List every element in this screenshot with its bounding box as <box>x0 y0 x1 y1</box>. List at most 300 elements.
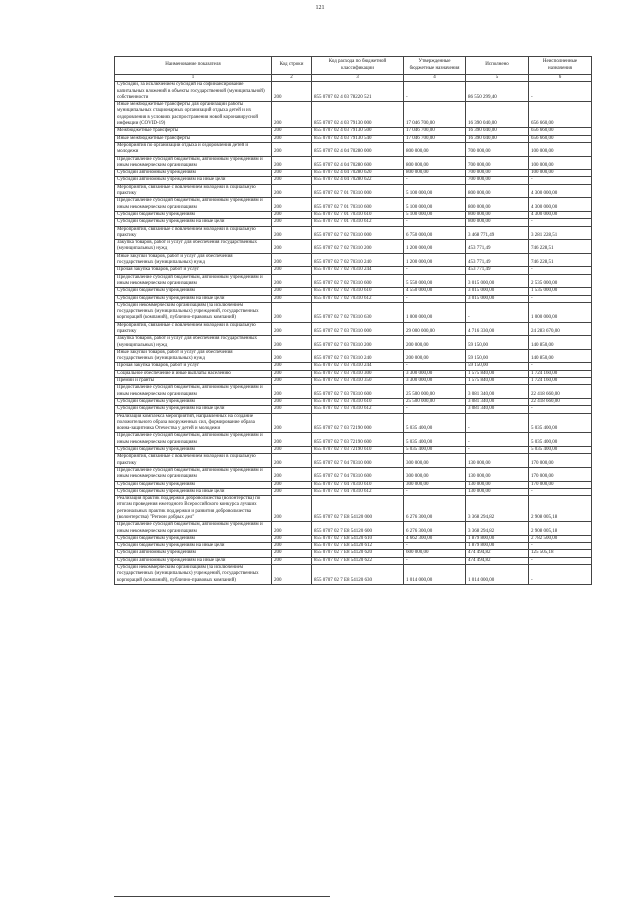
row-executed: 59 150,00 <box>466 349 529 363</box>
row-approved: 29 000 000,00 <box>404 322 466 336</box>
row-code: 855 0707 02 7 E8 54120 610 <box>312 535 404 542</box>
row-line: 200 <box>272 550 312 557</box>
row-code: 855 0707 02 7 04 70310 600 <box>312 467 404 481</box>
row-unexecuted: 656 660,00 <box>529 128 592 135</box>
row-executed: 3 081 340,00 <box>466 398 529 405</box>
row-line: 200 <box>272 102 312 128</box>
row-line: 200 <box>272 184 312 198</box>
row-unexecuted: 140 850,00 <box>529 336 592 350</box>
row-code: 855 0707 02 7 03 70310 300 <box>312 370 404 377</box>
row-approved: 5 035 400,00 <box>404 433 466 447</box>
row-approved: - <box>404 295 466 302</box>
row-executed: 16 390 040,00 <box>466 128 529 135</box>
row-code: 855 0707 02 4 04 70280 000 <box>312 142 404 156</box>
row-code: 855 0707 02 7 E8 54120 000 <box>312 496 404 522</box>
row-name: Субсидии бюджетным учреждениям <box>115 447 272 454</box>
row-unexecuted: 2 535 000,00 <box>529 274 592 288</box>
row-name: Мероприятия, связанные с вовлечением молодежи в социальную практику <box>115 454 272 468</box>
row-approved: - <box>404 267 466 274</box>
row-approved: 800 000,00 <box>404 142 466 156</box>
row-approved: 800 000,00 <box>404 156 466 170</box>
column-number-row <box>115 75 592 82</box>
table-row <box>115 135 592 142</box>
row-unexecuted: - <box>529 82 592 102</box>
row-executed: 16 390 040,00 <box>466 135 529 142</box>
row-executed: 3 015 000,00 <box>466 295 529 302</box>
row-code: 855 0707 02 7 03 70310 600 <box>312 385 404 399</box>
row-code: 855 0707 02 4 04 70280 622 <box>312 177 404 184</box>
table-row <box>115 156 592 170</box>
row-unexecuted: 4 300 000,00 <box>529 211 592 218</box>
row-code: 855 0707 02 4 04 70280 600 <box>312 156 404 170</box>
row-approved: 6 276 300,00 <box>404 496 466 522</box>
row-line: 200 <box>272 557 312 564</box>
row-executed: 130 000,00 <box>466 454 529 468</box>
table-row <box>115 295 592 302</box>
row-name: Субсидии бюджетным учреждениям <box>115 481 272 488</box>
table-row <box>115 398 592 405</box>
row-approved: 5 550 000,00 <box>404 274 466 288</box>
row-unexecuted: 125 505,18 <box>529 550 592 557</box>
row-approved: 25 500 000,00 <box>404 398 466 405</box>
row-executed: 1 575 840,00 <box>466 378 529 385</box>
row-code: 855 0707 02 7 02 70310 200 <box>312 240 404 254</box>
row-line: 200 <box>272 454 312 468</box>
row-approved: 200 000,00 <box>404 336 466 350</box>
row-approved: 1 200 000,00 <box>404 253 466 267</box>
row-executed: 700 000,00 <box>466 177 529 184</box>
row-line: 200 <box>272 240 312 254</box>
row-executed: 4 716 330,00 <box>466 322 529 336</box>
row-code: 855 0707 02 7 01 70310 600 <box>312 198 404 212</box>
table-row <box>115 253 592 267</box>
row-unexecuted: 4 300 000,00 <box>529 198 592 212</box>
row-approved: 1 014 000,00 <box>404 565 466 585</box>
table-row <box>115 336 592 350</box>
row-executed: 3 015 000,00 <box>466 288 529 295</box>
table-row <box>115 211 592 218</box>
row-name: Субсидии бюджетным учреждениям <box>115 211 272 218</box>
row-executed: 453 771,49 <box>466 253 529 267</box>
row-approved: - <box>404 177 466 184</box>
row-unexecuted: - <box>529 543 592 550</box>
table-row <box>115 184 592 198</box>
row-approved: - <box>404 557 466 564</box>
row-approved: 5 035 400,00 <box>404 413 466 433</box>
row-executed: 130 000,00 <box>466 481 529 488</box>
header-approved: Утвержденные бюджетные назначения <box>404 57 466 75</box>
row-unexecuted: 140 850,00 <box>529 349 592 363</box>
row-name: Субсидии бюджетным учреждениям на иные цели <box>115 219 272 226</box>
row-executed: 800 000,00 <box>466 219 529 226</box>
row-code: 855 0707 02 7 03 70310 244 <box>312 363 404 370</box>
row-line: 200 <box>272 226 312 240</box>
row-executed: 3 368 294,82 <box>466 522 529 536</box>
row-code: 855 0707 02 7 02 70310 630 <box>312 302 404 322</box>
row-line: 200 <box>272 481 312 488</box>
row-approved: 3 300 000,00 <box>404 370 466 377</box>
row-approved: 300 000,00 <box>404 467 466 481</box>
table-row <box>115 363 592 370</box>
row-code: 855 0707 02 7 01 70310 610 <box>312 211 404 218</box>
header-executed: Исполнено <box>466 57 529 75</box>
table-row <box>115 496 592 522</box>
row-unexecuted: 5 035 400,00 <box>529 433 592 447</box>
row-line: 200 <box>272 467 312 481</box>
row-approved: 200 000,00 <box>404 349 466 363</box>
row-unexecuted: 100 000,00 <box>529 156 592 170</box>
row-executed: 1 575 840,00 <box>466 370 529 377</box>
row-name: Субсидии бюджетным учреждениям на иные цели <box>115 543 272 550</box>
header-line-code: Код строки <box>272 57 312 75</box>
row-code: 855 0707 02 7 03 70310 610 <box>312 398 404 405</box>
col-num-6: 6 <box>529 75 592 82</box>
row-unexecuted: - <box>529 267 592 274</box>
row-unexecuted: - <box>529 406 592 413</box>
row-name: Иные межбюджетные трансферты <box>115 135 272 142</box>
row-line: 200 <box>272 363 312 370</box>
row-line: 200 <box>272 156 312 170</box>
row-code: 855 0707 02 7 E8 54120 612 <box>312 543 404 550</box>
row-line: 200 <box>272 370 312 377</box>
row-executed: 453 771,49 <box>466 267 529 274</box>
row-code: 855 0707 02 7 02 70310 240 <box>312 253 404 267</box>
row-name: Мероприятия по организации отдыха и оздоровления детей и молодежи <box>115 142 272 156</box>
table-row <box>115 177 592 184</box>
row-line: 200 <box>272 253 312 267</box>
row-executed: 800 000,00 <box>466 184 529 198</box>
row-executed: 3 081 340,00 <box>466 406 529 413</box>
row-name: Реализация практик поддержки добровольчества (волонтерства) по итогам проведения ежегодного Всероссийского конкурса лучших региональных практик поддержки и развития добровольчества (волонтерства) "Регион добрых дел" <box>115 496 272 522</box>
row-line: 200 <box>272 349 312 363</box>
row-unexecuted: 1 535 000,00 <box>529 288 592 295</box>
row-approved: - <box>404 406 466 413</box>
row-name: Предоставление субсидий бюджетным, автономным учреждениям и иным некоммерческим организациям <box>115 385 272 399</box>
row-approved: 600 000,00 <box>404 550 466 557</box>
header-unexecuted: Неисполненные назначения <box>529 57 592 75</box>
row-approved: - <box>404 543 466 550</box>
row-unexecuted: - <box>529 177 592 184</box>
row-unexecuted: - <box>529 488 592 495</box>
table-row <box>115 413 592 433</box>
row-unexecuted: 4 300 000,00 <box>529 184 592 198</box>
row-code: 855 0707 02 4 04 70280 620 <box>312 170 404 177</box>
row-line: 200 <box>272 385 312 399</box>
table-row <box>115 82 592 102</box>
row-executed: 3 015 000,00 <box>466 274 529 288</box>
table-row <box>115 522 592 536</box>
row-name: Иные межбюджетные трансферты для организации работы муниципальных стационарных организаций отдыха детей и их оздоровления в условиях распространения новой коронавирусной инфекции (COVID-19) <box>115 102 272 128</box>
table-row <box>115 128 592 135</box>
row-line: 200 <box>272 496 312 522</box>
row-executed: 86 550 299,40 <box>466 82 529 102</box>
table-row <box>115 535 592 542</box>
row-executed: 700 000,00 <box>466 170 529 177</box>
row-code: 855 0707 02 7 03 70310 350 <box>312 378 404 385</box>
row-line: 200 <box>272 177 312 184</box>
table-row <box>115 406 592 413</box>
row-executed: 130 000,00 <box>466 467 529 481</box>
table-row <box>115 170 592 177</box>
budget-execution-table <box>114 56 592 585</box>
row-unexecuted: 24 283 670,00 <box>529 322 592 336</box>
row-approved: 6 750 000,00 <box>404 226 466 240</box>
row-unexecuted: 656 660,00 <box>529 135 592 142</box>
row-approved: 5 100 000,00 <box>404 184 466 198</box>
footer-rule <box>114 896 330 897</box>
row-name: Предоставление субсидий бюджетным, автономным учреждениям и иным некоммерческим организациям <box>115 522 272 536</box>
row-approved: - <box>404 82 466 102</box>
row-name: Субсидии некоммерческим организациям (за исключением государственных (муниципальных) учреждений, государственных корпораций (компаний), публично-правовых компаний) <box>115 302 272 322</box>
row-name: Премии и гранты <box>115 378 272 385</box>
row-line: 200 <box>272 219 312 226</box>
table-row <box>115 349 592 363</box>
row-executed: 3 468 771,49 <box>466 226 529 240</box>
row-name: Субсидии автономным учреждениям <box>115 170 272 177</box>
row-unexecuted: 170 000,00 <box>529 467 592 481</box>
row-approved: 800 000,00 <box>404 170 466 177</box>
row-unexecuted: - <box>529 363 592 370</box>
row-line: 200 <box>272 378 312 385</box>
row-unexecuted: - <box>529 295 592 302</box>
row-unexecuted: 100 000,00 <box>529 142 592 156</box>
row-unexecuted: 5 035 400,00 <box>529 413 592 433</box>
row-executed: - <box>466 447 529 454</box>
row-name: Субсидии некоммерческим организациям (за исключением государственных (муниципальных) учреждений, государственных корпораций (компаний), публично-правовых компаний) <box>115 565 272 585</box>
table-row <box>115 454 592 468</box>
table-row <box>115 557 592 564</box>
row-executed: 3 081 340,00 <box>466 385 529 399</box>
row-code: 855 0707 02 7 02 70310 244 <box>312 267 404 274</box>
row-name: Предоставление субсидий бюджетным, автономным учреждениям и иным некоммерческим организациям <box>115 433 272 447</box>
row-approved: - <box>404 488 466 495</box>
row-name: Иные закупки товаров, работ и услуг для обеспечения государственных (муниципальных) нужд <box>115 253 272 267</box>
row-line: 200 <box>272 302 312 322</box>
row-name: Субсидии автономным учреждениям на иные цели <box>115 557 272 564</box>
row-unexecuted: 2 782 500,00 <box>529 535 592 542</box>
row-executed: 700 000,00 <box>466 156 529 170</box>
row-code: 855 0707 02 7 03 72190 000 <box>312 413 404 433</box>
row-executed: 1 879 800,00 <box>466 543 529 550</box>
row-code: 855 0707 02 7 02 70310 610 <box>312 288 404 295</box>
row-approved: 6 276 300,00 <box>404 522 466 536</box>
row-line: 200 <box>272 543 312 550</box>
row-code: 855 0707 02 4 03 79130 000 <box>312 102 404 128</box>
col-num-5: 5 <box>466 75 529 82</box>
table-row <box>115 288 592 295</box>
row-unexecuted: 1 724 160,00 <box>529 378 592 385</box>
row-name: Предоставление субсидий бюджетным, автономным учреждениям и иным некоммерческим организациям <box>115 274 272 288</box>
row-unexecuted: 746 228,51 <box>529 253 592 267</box>
row-executed: - <box>466 302 529 322</box>
col-num-4: 4 <box>404 75 466 82</box>
row-line: 200 <box>272 565 312 585</box>
row-line: 200 <box>272 398 312 405</box>
row-code: 855 0707 02 7 02 70310 600 <box>312 274 404 288</box>
row-approved: 1 200 000,00 <box>404 240 466 254</box>
row-approved: 17 046 700,00 <box>404 128 466 135</box>
row-executed: - <box>466 433 529 447</box>
col-num-1: 1 <box>115 75 272 82</box>
header-indicator-name: Наименование показателя <box>115 57 272 75</box>
table-row <box>115 433 592 447</box>
page-number: 121 <box>315 5 325 11</box>
row-executed: 800 000,00 <box>466 211 529 218</box>
table-row <box>115 550 592 557</box>
row-code: 855 0707 02 7 01 70310 612 <box>312 219 404 226</box>
table-row <box>115 467 592 481</box>
table-row <box>115 447 592 454</box>
row-name: Субсидии бюджетным учреждениям <box>115 535 272 542</box>
row-line: 200 <box>272 288 312 295</box>
table-row <box>115 102 592 128</box>
row-code: 855 0707 02 7 04 70310 612 <box>312 488 404 495</box>
row-name: Прочая закупка товаров, работ и услуг <box>115 363 272 370</box>
row-unexecuted: 100 000,00 <box>529 170 592 177</box>
row-code: 855 0707 02 7 E8 54120 600 <box>312 522 404 536</box>
table-row <box>115 543 592 550</box>
col-num-3: 3 <box>312 75 404 82</box>
row-approved: 4 550 000,00 <box>404 288 466 295</box>
row-code: 855 0707 02 7 E8 54120 622 <box>312 557 404 564</box>
row-line: 200 <box>272 142 312 156</box>
row-code: 855 0707 02 7 03 72190 600 <box>312 433 404 447</box>
table-row <box>115 219 592 226</box>
row-line: 200 <box>272 170 312 177</box>
row-approved: 5 100 000,00 <box>404 198 466 212</box>
row-name: Реализация комплекса мероприятий, направленных на создание положительного образа вооруженных сил, формирование образа воина-защитника Отечества у детей и молодежи <box>115 413 272 433</box>
table-row <box>115 267 592 274</box>
table-row <box>115 198 592 212</box>
row-unexecuted: 170 000,00 <box>529 481 592 488</box>
row-approved: 5 035 400,00 <box>404 447 466 454</box>
row-unexecuted: - <box>529 565 592 585</box>
row-line: 200 <box>272 128 312 135</box>
row-approved: - <box>404 363 466 370</box>
row-name: Закупка товаров, работ и услуг для обеспечения государственных (муниципальных) нужд <box>115 336 272 350</box>
table-row <box>115 302 592 322</box>
row-line: 200 <box>272 413 312 433</box>
table-row <box>115 385 592 399</box>
table-row <box>115 565 592 585</box>
row-executed: 3 368 294,82 <box>466 496 529 522</box>
row-name: Субсидии бюджетным учреждениям на иные цели <box>115 406 272 413</box>
row-name: Предоставление субсидий бюджетным, автономным учреждениям и иным некоммерческим организациям <box>115 198 272 212</box>
table-row <box>115 274 592 288</box>
table-row <box>115 240 592 254</box>
table-row <box>115 488 592 495</box>
row-code: 855 0707 02 7 03 72190 610 <box>312 447 404 454</box>
col-num-2: 2 <box>272 75 312 82</box>
table-row <box>115 322 592 336</box>
row-name: Субсидии бюджетным учреждениям на иные цели <box>115 295 272 302</box>
row-name: Иные закупки товаров, работ и услуг для обеспечения государственных (муниципальных) нужд <box>115 349 272 363</box>
row-code: 855 0707 02 4 03 79130 540 <box>312 135 404 142</box>
row-code: 855 0707 02 7 04 70310 610 <box>312 481 404 488</box>
row-code: 855 0707 02 7 02 70310 612 <box>312 295 404 302</box>
row-executed: 800 000,00 <box>466 198 529 212</box>
row-unexecuted: 3 281 228,51 <box>529 226 592 240</box>
header-budget-code: Код расхода по бюджетной классификации <box>312 57 404 75</box>
row-unexecuted: 656 660,00 <box>529 102 592 128</box>
row-executed: 700 000,00 <box>466 142 529 156</box>
row-unexecuted: - <box>529 557 592 564</box>
row-approved: 17 046 700,00 <box>404 102 466 128</box>
row-name: Субсидии бюджетным учреждениям <box>115 288 272 295</box>
row-approved: 25 500 000,00 <box>404 385 466 399</box>
row-name: Субсидии бюджетным учреждениям <box>115 398 272 405</box>
row-line: 200 <box>272 135 312 142</box>
row-line: 200 <box>272 406 312 413</box>
row-name: Межбюджетные трансферты <box>115 128 272 135</box>
row-name: Предоставление субсидий бюджетным, автономным учреждениям и иным некоммерческим организациям <box>115 156 272 170</box>
row-code: 855 0707 02 7 04 70310 000 <box>312 454 404 468</box>
row-code: 855 0707 02 7 01 70310 000 <box>312 184 404 198</box>
row-name: Субсидии автономным учреждениям на иные цели <box>115 177 272 184</box>
table-row <box>115 481 592 488</box>
row-line: 200 <box>272 274 312 288</box>
row-approved: 4 662 300,00 <box>404 535 466 542</box>
row-name: Мероприятия, связанные с вовлечением молодежи в социальную практику <box>115 322 272 336</box>
row-name: Субсидии, за исключением субсидий на софинансирование капитальных вложений в объекты государственной (муниципальной) собственности <box>115 82 272 102</box>
row-line: 200 <box>272 211 312 218</box>
row-executed: 474 494,82 <box>466 557 529 564</box>
row-name: Субсидии бюджетным учреждениям на иные цели <box>115 488 272 495</box>
row-name: Прочая закупка товаров, работ и услуг <box>115 267 272 274</box>
row-code: 855 0707 02 4 03 79130 500 <box>312 128 404 135</box>
table-header-row <box>115 57 592 75</box>
row-line: 200 <box>272 447 312 454</box>
row-line: 200 <box>272 433 312 447</box>
row-code: 855 0707 02 7 02 70310 000 <box>312 226 404 240</box>
row-code: 855 0707 02 7 E8 54120 630 <box>312 565 404 585</box>
row-code: 855 0707 02 7 03 70310 240 <box>312 349 404 363</box>
row-approved: 300 000,00 <box>404 481 466 488</box>
row-unexecuted: 170 000,00 <box>529 454 592 468</box>
row-unexecuted: 2 908 005,18 <box>529 496 592 522</box>
row-code: 855 0707 02 7 E8 54120 620 <box>312 550 404 557</box>
row-name: Мероприятия, связанные с вовлечением молодежи в социальную практику <box>115 184 272 198</box>
row-code: 855 0707 02 7 03 70310 200 <box>312 336 404 350</box>
row-approved: 3 300 000,00 <box>404 378 466 385</box>
row-executed: 474 494,82 <box>466 550 529 557</box>
row-line: 200 <box>272 82 312 102</box>
row-name: Закупка товаров, работ и услуг для обеспечения государственных (муниципальных) нужд <box>115 240 272 254</box>
table-row <box>115 226 592 240</box>
row-approved: 300 000,00 <box>404 454 466 468</box>
row-approved: 5 100 000,00 <box>404 211 466 218</box>
row-unexecuted: 22 418 660,00 <box>529 398 592 405</box>
row-unexecuted: - <box>529 219 592 226</box>
row-name: Предоставление субсидий бюджетным, автономным учреждениям и иным некоммерческим организациям <box>115 467 272 481</box>
table-row <box>115 378 592 385</box>
row-approved: - <box>404 219 466 226</box>
row-approved: 1 000 000,00 <box>404 302 466 322</box>
row-executed: 130 000,00 <box>466 488 529 495</box>
row-unexecuted: 1 724 160,00 <box>529 370 592 377</box>
row-unexecuted: 1 000 000,00 <box>529 302 592 322</box>
row-unexecuted: 5 035 400,00 <box>529 447 592 454</box>
row-line: 200 <box>272 522 312 536</box>
row-code: 855 0707 02 7 03 70310 000 <box>312 322 404 336</box>
row-code: 855 0707 02 7 03 70310 612 <box>312 406 404 413</box>
row-code: 855 0707 02 4 03 78220 521 <box>312 82 404 102</box>
row-executed: 453 771,49 <box>466 240 529 254</box>
table-row <box>115 142 592 156</box>
row-name: Субсидии автономным учреждениям <box>115 550 272 557</box>
row-executed: - <box>466 413 529 433</box>
row-unexecuted: 22 418 660,00 <box>529 385 592 399</box>
